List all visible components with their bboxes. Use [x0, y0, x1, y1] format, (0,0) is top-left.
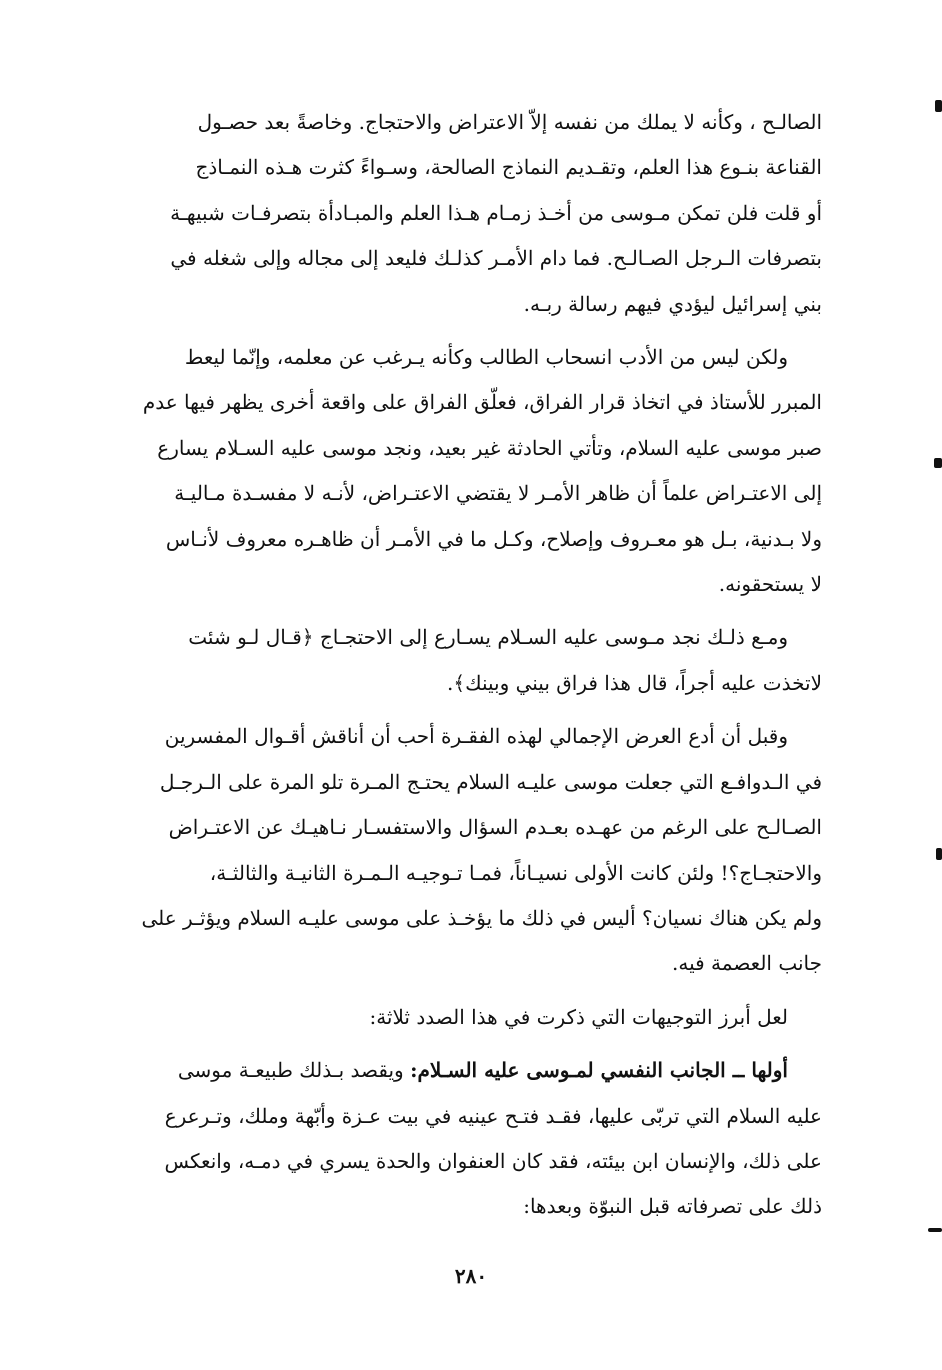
paragraph-5	[74, 995, 822, 1040]
text-line: لا يستحقونه.	[718, 572, 822, 597]
scan-edge-mark	[928, 1228, 942, 1232]
text-line: على ذلك، والإنسان ابن بيئته، فقد كان العنفوان والحدة يسري في دمـه، وانعكس	[164, 1148, 822, 1173]
text-line: المبرر للأستاذ في اتخاذ قرار الفراق، فعلّق الفراق على واقعة أخرى يظهر فيها عدم	[142, 390, 822, 415]
text-line: لاتخذت عليه أجراً، قال هذا فراق بيني وبينك﴾.	[447, 670, 822, 695]
page-number: ٢٨٠	[454, 1264, 488, 1288]
text-line: الصالـح ، وكأنه لا يملك من نفسه إلاّ الاعتراض والاحتجاج. وخاصةً بعد حصـول	[197, 110, 822, 134]
text-line: لعل أبرز التوجيهات التي ذكرت في هذا الصدد ثلاثة:	[369, 1004, 788, 1029]
scan-edge-mark	[936, 848, 942, 860]
text-line: الصـالـح على الرغم من عهـده بعـدم السؤال والاستفسـار نـاهيـك عن الاعتـراض	[168, 815, 822, 840]
text-line: جانب العصمة فيه.	[672, 951, 822, 976]
paragraph-1	[74, 100, 822, 327]
section-heading: أولها ــ الجانب النفسي لمـوسى عليه السـلام:	[410, 1058, 788, 1083]
text-line: ولكن ليس من الأدب انسحاب الطالب وكأنه يـرغب عن معلمه، وإنّما ليعط	[184, 345, 788, 370]
text-line: ومـع ذلـك نجد مـوسى عليه السـلام يسـارع إلى الاحتجـاج ﴿قـال لـو شئت	[188, 625, 788, 650]
paragraph-2	[74, 335, 822, 607]
text-line: ولا بـدنية، بـل هو معـروف وإصلاح، وكـل ما في الأمـر أن ظاهـره معروف لأنـاس	[165, 526, 822, 551]
text-line: عليه السلام التي تربّى عليها، فقـد فتـح عينيه في بيت عـزة وأبّهة وملك، وتـرعرع	[164, 1103, 822, 1128]
paragraph-6	[74, 1048, 822, 1230]
page-body	[74, 100, 822, 1230]
text-line: القناعة بنـوع هذا العلم، وتقـديم النماذج الصالحة، وسـواءً كثرت هـذه النمـاذج	[195, 155, 822, 180]
text-line: ولم يكن هناك نسيان؟ أليس في ذلك ما يؤخـذ على موسى عليـه السلام ويؤثـر على	[141, 905, 822, 930]
text-line: في الـدوافـع التي جعلت موسى عليـه السلام يحتـج المـرة تلو المرة على الـرجـل	[159, 769, 822, 794]
text-line: صبر موسى عليه السلام، وتأتي الحادثة غير بعيد، ونجد موسى عليه السـلام يسارع	[157, 435, 822, 460]
text-line: والاحتجـاج؟! ولئن كانت الأولى نسيـاناً، فمـا تـوجيـه الـمـرة الثانيـة والثالثـة،	[209, 860, 822, 885]
text-line: بتصرفات الـرجل الصـالـح. فما دام الأمـر كذلـك فليعد إلى مجاله وإلى شغله في	[170, 246, 822, 271]
text-line: أو قلت فلن تمكن مـوسى من أخـذ زمـام هـذا العلم والمبـادأة بتصرفـات شبيهـة	[170, 200, 822, 225]
text-line	[74, 1048, 822, 1093]
paragraph-3	[74, 615, 822, 706]
scan-edge-mark	[935, 100, 942, 112]
text-line: بني إسرائيل ليؤدي فيهم رسالة ربـه.	[523, 291, 822, 316]
text-line: وقبل أن أدع العرض الإجمالي لهذه الفقـرة أحب أن أناقش أقـوال المفسرين	[164, 724, 788, 749]
scan-edge-mark	[934, 458, 942, 468]
text-line: ذلك على تصرفاته قبل النبوّة وبعدها:	[523, 1194, 822, 1219]
text-run: ويقصد بـذلك طبيعـة موسى	[177, 1058, 411, 1083]
paragraph-4	[74, 714, 822, 986]
text-line: إلى الاعتـراض علماً أن ظاهر الأمـر لا يقتضي الاعتـراض، لأنـه لا مفسـدة مـاليـة	[174, 481, 822, 506]
